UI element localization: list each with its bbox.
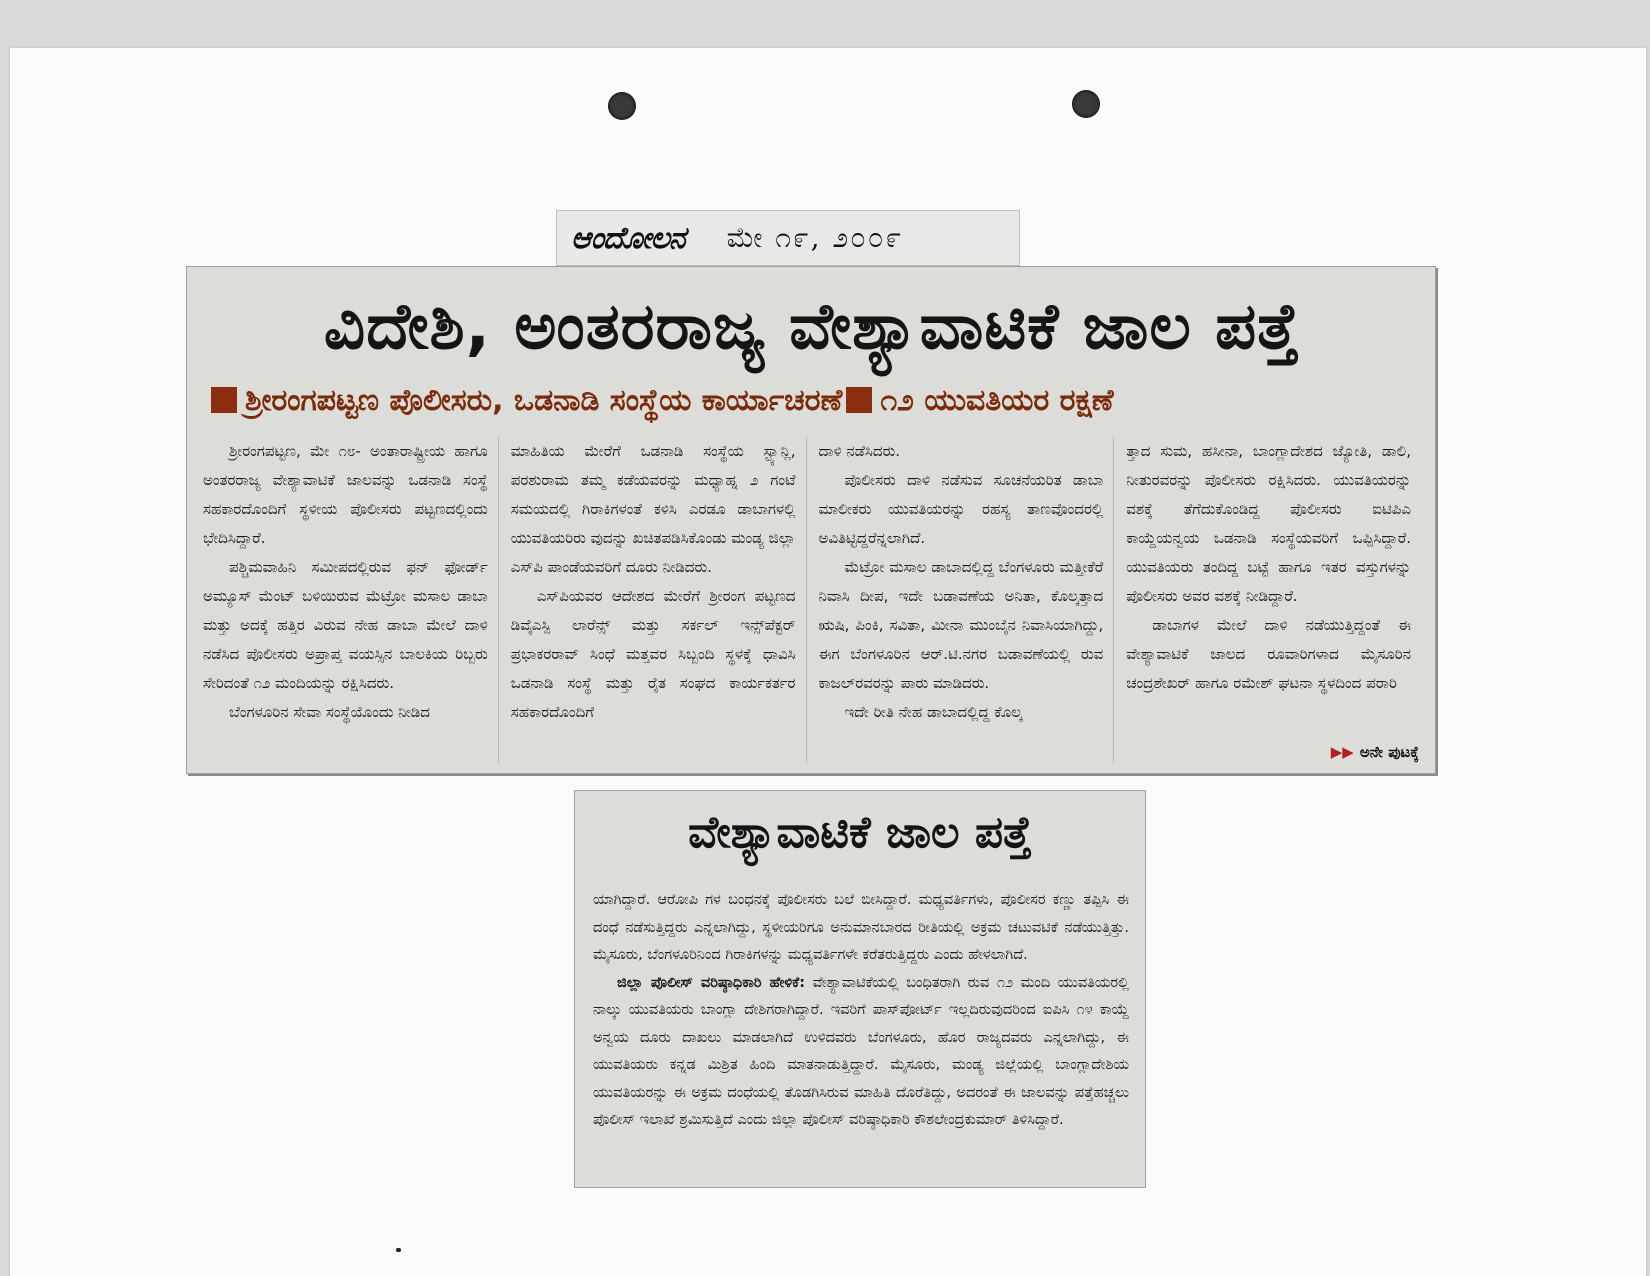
publication-date: ಮೇ ೧೯, ೨೦೦೯ (726, 221, 904, 254)
paragraph: ಬೆಂಗಳೂರಿನ ಸೇವಾ ಸಂಸ್ಥೆಯೊಂದು ನೀಡಿದ (229, 703, 430, 721)
paragraph-text: ವೇಶ್ಯಾವಾಟಿಕೆಯಲ್ಲಿ ಬಂಧಿತರಾಗಿ ರುವ ೧೨ ಮಂದಿ ಯುವತಿಯರಲ್ಲಿ ನಾಲ್ಕು ಯುವತಿಯರು ಬಾಂಗ್ಲಾ ದೇಶಿಗರಾಗಿದ್ದಾರೆ. ಇವರಿಗೆ ಪಾಸ್‌ಪೋರ್ಟ್ ಇಲ್ಲದಿರುವುದರಿಂದ ಐಪಿಸಿ ೧೪ ಕಾಯ್ದೆ ಅನ್ವಯ ದೂರು ದಾಖಲು ಮಾಡಲಾಗಿದೆ ಉಳಿದವರು ಬೆಂಗಳೂರು, ಹೊರ ರಾಜ್ಯದವರು ಎನ್ನಲಾಗಿದ್ದು, ಈ ಯುವತಿಯರು ಕನ್ನಡ ಮಿಶ್ರಿತ ಹಿಂದಿ ಮಾತನಾಡುತ್ತಿದ್ದಾರೆ. ಮೈಸೂರು, ಮಂಡ್ಯ ಜಿಲ್ಲೆಯಲ್ಲಿ ಬಾಂಗ್ಲಾದೇಶಿಯ ಯುವತಿಯರನ್ನು ಈ ಅಕ್ರಮ ದಂಧೆಯಲ್ಲಿ ತೊಡಗಿಸಿರುವ ಮಾಹಿತಿ ದೊರೆತಿದ್ದು, ಅದರಂತೆ ಈ ಜಾಲವನ್ನು ಪತ್ತೆಹಚ್ಚಲು ಪೊಲೀಸ್ ಇಲಾಖೆ ಶ್ರಮಿಸುತ್ತಿದೆ ಎಂದು ಜಿಲ್ಲಾ ಪೊಲೀಸ್ ವರಿಷ್ಠಾಧಿಕಾರಿ ಕೌಶಲೇಂದ್ರಕುಮಾರ್ ತಿಳಿಸಿದ್ದಾರೆ. (593, 974, 1129, 1128)
continued-body (593, 887, 1129, 1135)
punch-hole-right (1072, 90, 1100, 118)
masthead-clipping (556, 210, 1020, 266)
paragraph: ಪೊಲೀಸರು ದಾಳಿ ನಡೆಸುವ ಸೂಚನೆಯರಿತ ಡಾಬಾ ಮಾಲೀಕರು ಯುವತಿಯರನ್ನು ರಹಸ್ಯ ತಾಣವೊಂದರಲ್ಲಿ ಅವಿತಿಟ್ಟಿದ್ದರೆನ್ನಲಾಗಿದೆ. (818, 471, 1104, 547)
continued-label: ಅನೇ ಪುಟಕ್ಕೆ (1359, 743, 1419, 761)
continued-headline: ವೇಶ್ಯಾವಾಟಿಕೆ ಜಾಲ ಪತ್ತೆ (688, 807, 1032, 858)
article-clipping-continued (574, 790, 1146, 1188)
paragraph (593, 970, 1129, 1135)
newspaper-logo: ಆಂದೋಲನ (571, 220, 685, 256)
fast-forward-icon: ▶▶ (1330, 743, 1354, 761)
punch-hole-left (608, 92, 636, 120)
paragraph: ದಾಳಿ ನಡೆಸಿದರು. (818, 442, 901, 460)
paragraph: ಮಾಹಿತಿಯ ಮೇರೆಗೆ ಒಡನಾಡಿ ಸಂಸ್ಥೆಯ ಸ್ಟ್ಯಾನ್ಲಿ, ಪರಶುರಾಮ ತಮ್ಮ ಕಡೆಯವರನ್ನು ಮಧ್ಯಾಹ್ನ ೨ ಗಂಟೆ ಸಮಯದಲ್ಲಿ ಗಿರಾಕಿಗಳಂತೆ ಕಳಿಸಿ ಎರಡೂ ಡಾಬಾಗಳಲ್ಲಿ ಯುವತಿಯರಿರು ವುದನ್ನು ಖಚಿತಪಡಿಸಿಕೊಂಡು ಮಂಡ್ಯ ಜಿಲ್ಲಾ ಎಸ್‌ಪಿ ಪಾಂಡೆಯವರಿಗೆ ದೂರು ನೀಡಿದರು. (510, 442, 796, 576)
article-column-2 (511, 437, 807, 763)
paragraph: ಪಶ್ಚಿಮವಾಹಿನಿ ಸಮೀಪದಲ್ಲಿರುವ ಫನ್ ಫೋರ್ಡ್ ಅಮ್ಯೂಸ್ ಮೆಂಟ್ ಬಳಿಯಿರುವ ಮೆಟ್ರೋ ಮಸಾಲ ಡಾಬಾ ಮತ್ತು ಅದಕ್ಕೆ ಹತ್ತಿರ ವಿರುವ ನೇಹ ಡಾಬಾ ಮೇಲೆ ದಾಳಿ ನಡೆಸಿದ ಪೊಲೀಸರು ಅಪ್ರಾಪ್ತ ವಯಸ್ಸಿನ ಬಾಲಕಿಯ ರಿಬ್ಬರು ಸೇರಿದಂತೆ ೧೨ ಮಂದಿಯನ್ನು ರಕ್ಷಿಸಿದರು. (203, 558, 488, 692)
paragraph: ಇದೇ ರೀತಿ ನೇಹ ಡಾಬಾದಲ್ಲಿದ್ದ ಕೊಲ್ಕ (844, 703, 1023, 721)
article-columns (203, 437, 1421, 763)
article-column-1 (203, 437, 499, 763)
paragraph-lead: ಜಿಲ್ಲಾ ಪೊಲೀಸ್ ವರಿಷ್ಠಾಧಿಕಾರಿ ಹೇಳಿಕೆ: (617, 974, 806, 991)
paragraph: ಎಸ್‌ಪಿಯವರ ಆದೇಶದ ಮೇರೆಗೆ ಶ್ರೀರಂಗ ಪಟ್ಟಣದ ಡಿವೈಎಸ್ಪಿ ಲಾರೆನ್ಸ್ ಮತ್ತು ಸರ್ಕಲ್ ಇನ್ಸ್‌ಪೆಕ್ಟರ್ ಪ್ರಭಾಕರರಾವ್ ಸಿಂಧೆ ಮತ್ತವರ ಸಿಬ್ಬಂದಿ ಸ್ಥಳಕ್ಕೆ ಧಾವಿಸಿ ಒಡನಾಡಿ ಸಂಸ್ಥೆ ಮತ್ತು ರೈತ ಸಂಘದ ಕಾರ್ಯಕರ್ತರ ಸಹಕಾರದೊಂದಿಗೆ (510, 587, 796, 721)
article-headline: ವಿದೇಶಿ, ಅಂತರರಾಜ್ಯ ವೇಶ್ಯಾವಾಟಿಕೆ ಜಾಲ ಪತ್ತೆ (323, 290, 1301, 364)
article-column-3 (819, 437, 1115, 763)
article-column-4 (1126, 437, 1421, 763)
paragraph: ಡಾಬಾಗಳ ಮೇಲೆ ದಾಳಿ ನಡೆಯುತ್ತಿದ್ದಂತೆ ಈ ವೇಶ್ಯಾವಾಟಿಕೆ ಜಾಲದ ರೂವಾರಿಗಳಾದ ಮೈಸೂರಿನ ಚಂದ್ರಶೇಖರ್ ಹಾಗೂ ರಮೇಶ್ ಘಟನಾ ಸ್ಥಳದಿಂದ ಪರಾರಿ (1126, 616, 1411, 692)
paragraph: ತ್ತಾದ ಸುಮ, ಹಸೀನಾ, ಬಾಂಗ್ಲಾದೇಶದ ಜ್ಯೋತಿ, ಡಾಲಿ, ನೀತುರವರನ್ನು ಪೊಲೀಸರು ರಕ್ಷಿಸಿದರು. ಯುವತಿಯರನ್ನು ವಶಕ್ಕೆ ತೆಗೆದುಕೊಂಡಿದ್ದ ಪೊಲೀಸರು ಐಟಿಪಿಎ ಕಾಯ್ದೆಯನ್ವಯ ಒಡನಾಡಿ ಸಂಸ್ಥೆಯವರಿಗೆ ಒಪ್ಪಿಸಿದ್ದಾರೆ. ಯುವತಿಯರು ತಂದಿದ್ದ ಬಟ್ಟೆ ಹಾಗೂ ಇತರ ವಸ್ತುಗಳನ್ನು ಪೊಲೀಸರು ಅವರ ವಶಕ್ಕೆ ನೀಡಿದ್ದಾರೆ. (1126, 442, 1411, 605)
bullet-square-icon (846, 387, 872, 413)
paragraph: ಮೆಟ್ರೋ ಮಸಾಲ ಡಾಬಾದಲ್ಲಿದ್ದ ಬೆಂಗಳೂರು ಮತ್ತೀಕೆರೆ ನಿವಾಸಿ ದೀಪ, ಇದೇ ಬಡಾವಣೆಯ ಅನಿತಾ, ಕೊಲ್ಕತ್ತಾದ ಋಷಿ, ಪಿಂಕಿ, ಸವಿತಾ, ಮೀನಾ ಮುಂಬೈನ ನಿವಾಸಿಯಾಗಿದ್ದು, ಈಗ ಬೆಂಗಳೂರಿನ ಆರ್.ಟಿ.ನಗರ ಬಡಾವಣೆಯಲ್ಲಿ ರುವ ಕಾಜಲ್‌ರವರನ್ನು ಪಾರು ಮಾಡಿದರು. (818, 558, 1104, 692)
article-subheadline (207, 379, 1417, 421)
subhead-part-2: ೧೨ ಯುವತಿಯರ ರಕ್ಷಣೆ (880, 382, 1114, 418)
continued-marker (1331, 743, 1419, 761)
subhead-part-1: ಶ್ರೀರಂಗಪಟ್ಟಣ ಪೊಲೀಸರು, ಒಡನಾಡಿ ಸಂಸ್ಥೆಯ ಕಾರ್ಯಾಚರಣೆ (245, 382, 843, 418)
paragraph: ಶ್ರೀರಂಗಪಟ್ಟಣ, ಮೇ ೧೮- ಅಂತಾರಾಷ್ಟ್ರೀಯ ಹಾಗೂ ಅಂತರರಾಜ್ಯ ವೇಶ್ಯಾವಾಟಿಕೆ ಜಾಲವನ್ನು ಒಡನಾಡಿ ಸಂಸ್ಥೆ ಸಹಕಾರದೊಂದಿಗೆ ಸ್ಥಳೀಯ ಪೊಲೀಸರು ಪಟ್ಟಣದಲ್ಲಿಂದು ಭೇದಿಸಿದ್ದಾರೆ. (203, 442, 488, 547)
paragraph: ಯಾಗಿದ್ದಾರೆ. ಆರೋಪಿ ಗಳ ಬಂಧನಕ್ಕೆ ಪೊಲೀಸರು ಬಲೆ ಬೀಸಿದ್ದಾರೆ. ಮಧ್ಯವರ್ತಿಗಳು, ಪೊಲೀಸರ ಕಣ್ಣು ತಪ್ಪಿಸಿ ಈ ದಂಧೆ ನಡೆಸುತ್ತಿದ್ದರು ಎನ್ನಲಾಗಿದ್ದು, ಸ್ಥಳೀಯರಿಗೂ ಅನುಮಾನಬಾರದ ರೀತಿಯಲ್ಲಿ ಅಕ್ರಮ ಚಟುವಟಿಕೆ ನಡೆಯುತ್ತಿತ್ತು. ಮೈಸೂರು, ಬೆಂಗಳೂರಿನಿಂದ ಗಿರಾಕಿಗಳನ್ನು ಮಧ್ಯವರ್ತಿಗಳೇ ಕರೆತರುತ್ತಿದ್ದರು ಎಂದು ಹೇಳಲಾಗಿದೆ. (593, 892, 1129, 963)
scan-speck (396, 1248, 401, 1252)
article-clipping-main (186, 266, 1436, 774)
bullet-square-icon (211, 387, 237, 413)
